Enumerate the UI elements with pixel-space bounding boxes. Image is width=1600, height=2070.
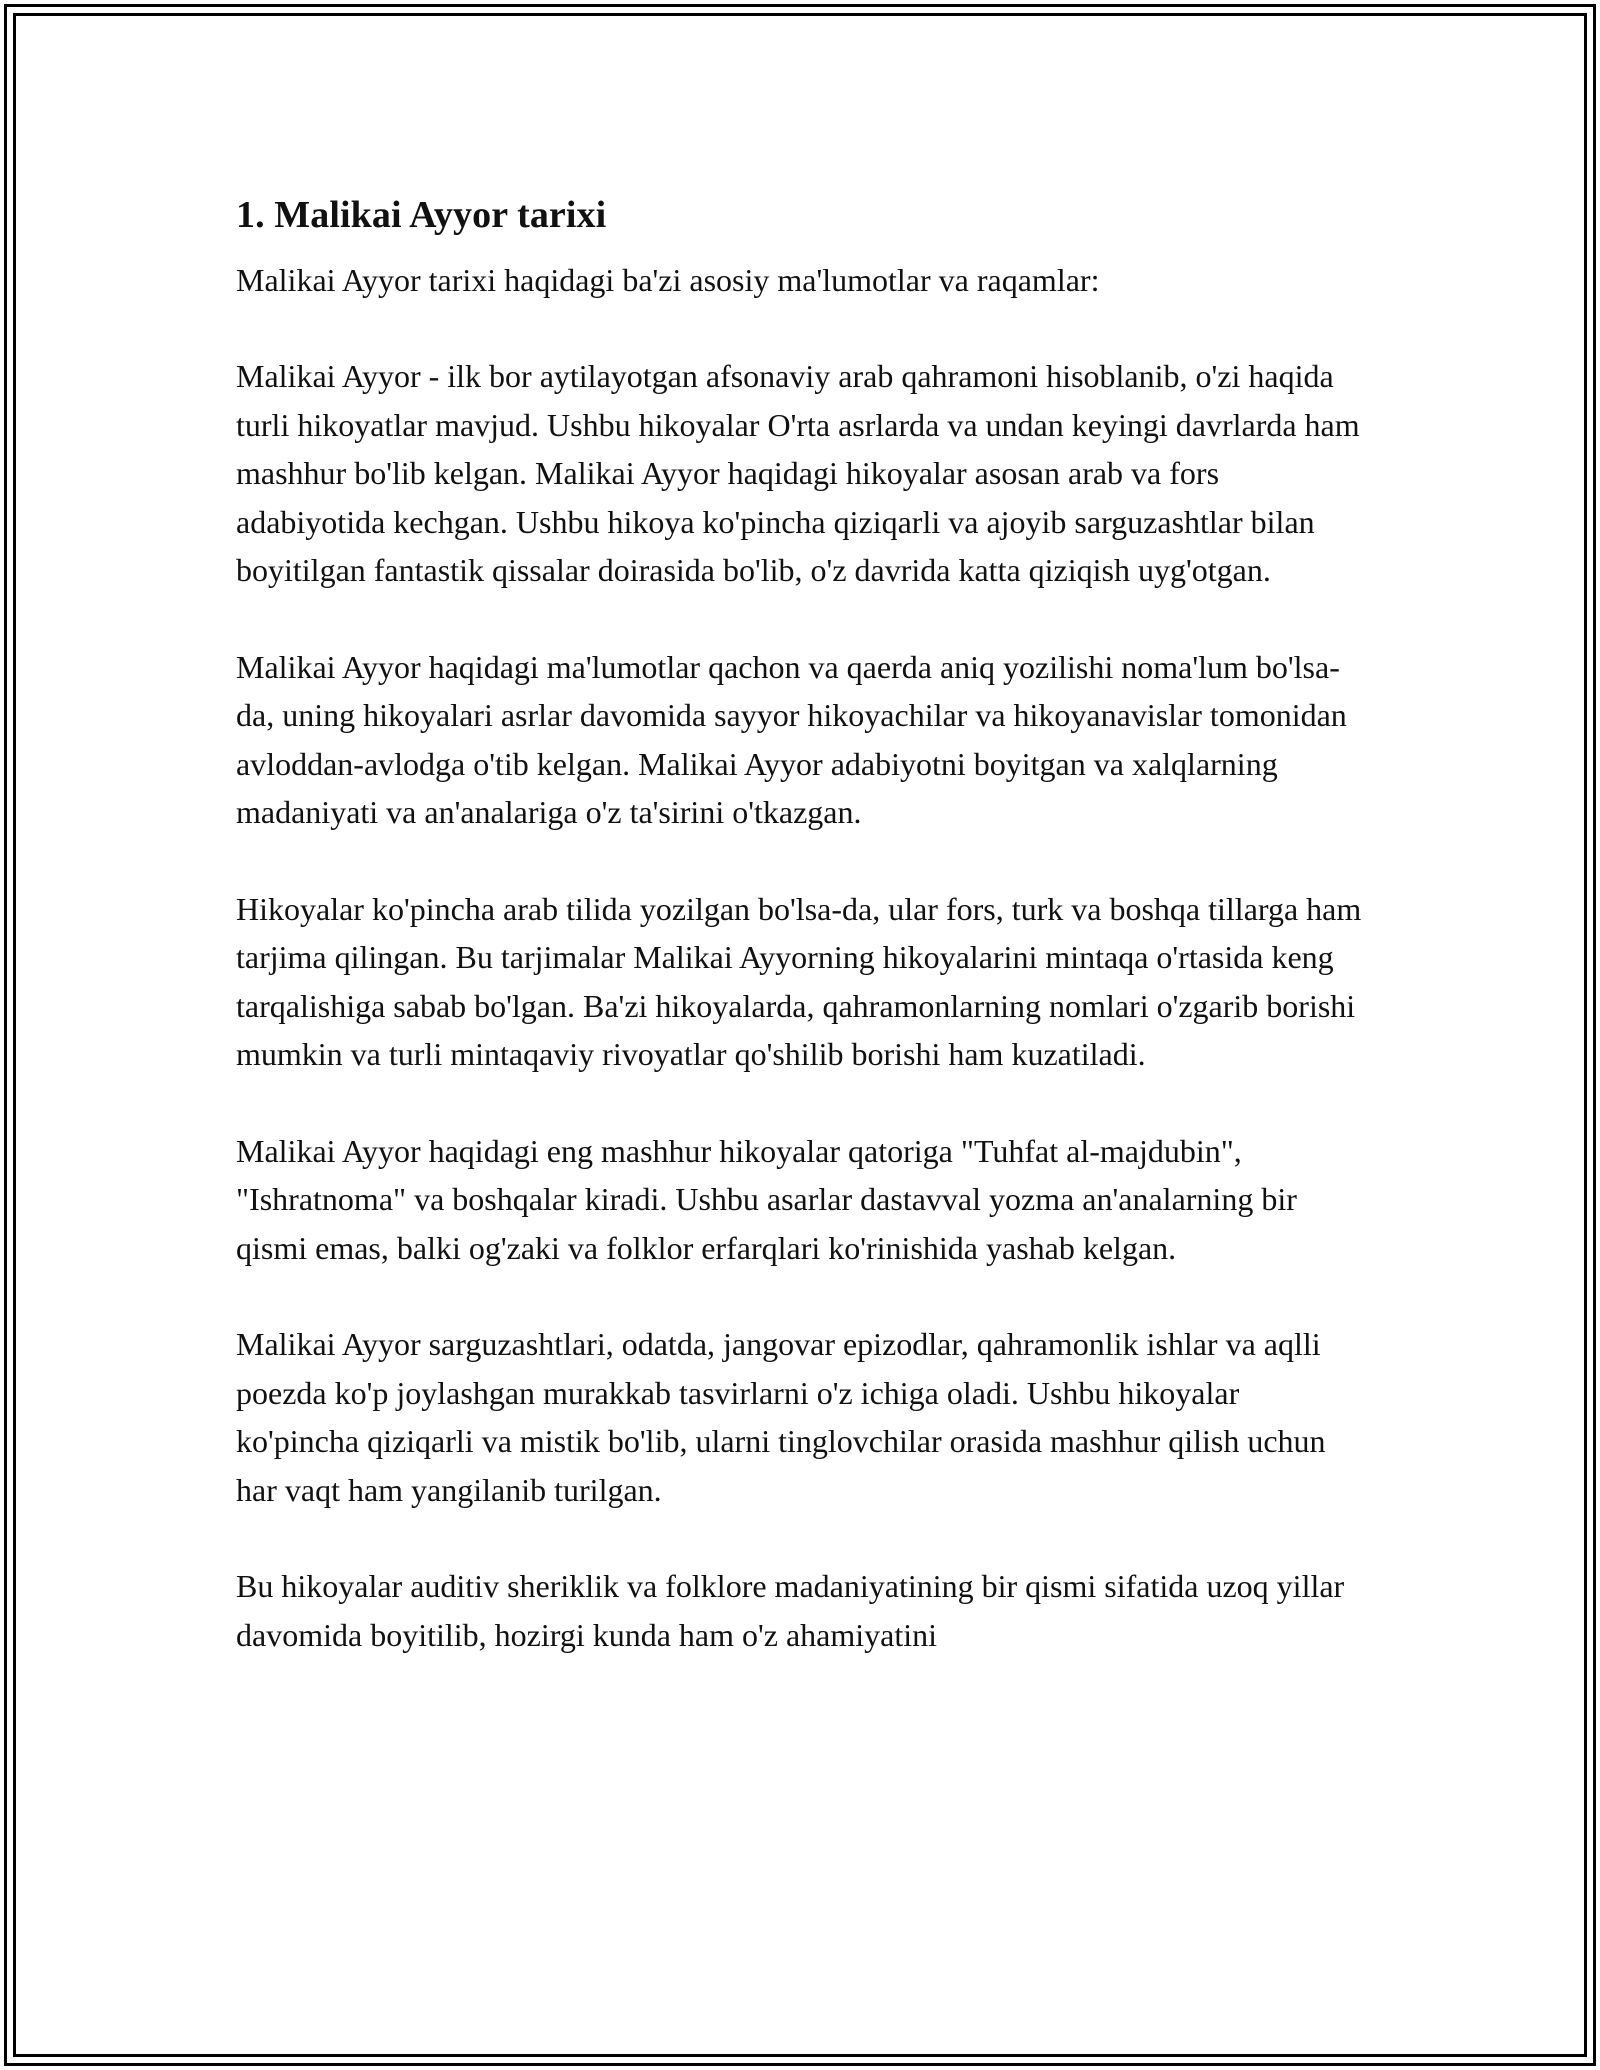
section-title: 1. Malikai Ayyor tarixi — [236, 194, 607, 236]
paragraph-5: Malikai Ayyor sarguzashtlari, odatda, jangovar epizodlar, qahramonlik ishlar va aqlli poezda ko'p joylashgan murakkab tasvirlarni o'z ichiga oladi. Ushbu hikoyalar ko'pincha qiziqarli va mistik bo'lib, ularni tinglovchilar orasida mashhur qilish uchun har vaqt ham yangilanib turilgan. — [236, 1326, 1326, 1508]
intro-paragraph: Malikai Ayyor tarixi haqidagi ba'zi asosiy ma'lumotlar va raqamlar: — [236, 262, 1100, 298]
paragraph-1: Malikai Ayyor - ilk bor aytilayotgan afsonaviy arab qahramoni hisoblanib, o'zi haqida turli hikoyatlar mavjud. Ushbu hikoyalar O'rta asrlarda va undan keyingi davrlarda ham mashhur bo'lib kelgan. Malikai Ayyor haqidagi hikoyalar asosan arab va fors adabiyotida kechgan. Ushbu hikoya ko'pincha qiziqarli va ajoyib sarguzashtlar bilan boyitilgan fantastik qissalar doirasida bo'lib, o'z davrida katta qiziqish uyg'otgan. — [236, 358, 1360, 588]
paragraph-3: Hikoyalar ko'pincha arab tilida yozilgan bo'lsa-da, ular fors, turk va boshqa tillarga ham tarjima qilingan. Bu tarjimalar Malikai Ayyorning hikoyalarini mintaqa o'rtasida keng tarqalishiga sabab bo'lgan. Ba'zi hikoyalarda, qahramonlarning nomlari o'zgarib borishi mumkin va turli mintaqaviy rivoyatlar qo'shilib borishi ham kuzatiladi. — [236, 890, 1362, 1072]
paragraph-2: Malikai Ayyor haqidagi ma'lumotlar qachon va qaerda aniq yozilishi noma'lum bo'lsa-da, uning hikoyalari asrlar davomida sayyor hikoyachilar va hikoyanavislar tomonidan avloddan-avlodga o'tib kelgan. Malikai Ayyor adabiyotni boyitgan va xalqlarning madaniyati va an'analariga o'z ta'sirini o'tkazgan. — [236, 648, 1347, 830]
paragraph-4: Malikai Ayyor haqidagi eng mashhur hikoyalar qatoriga "Tuhfat al-majdubin", "Ishratnoma" va boshqalar kiradi. Ushbu asarlar dastavval yozma an'analarning bir qismi emas, balki og'zaki va folklor erfarqlari ko'rinishida yashab kelgan. — [236, 1132, 1297, 1266]
paragraph-6: Bu hikoyalar auditiv sheriklik va folklore madaniyatining bir qismi sifatida uzoq yillar davomida boyitilib, hozirgi kunda ham o'z ahamiyatini — [236, 1568, 1345, 1653]
document-body — [236, 186, 1366, 1659]
